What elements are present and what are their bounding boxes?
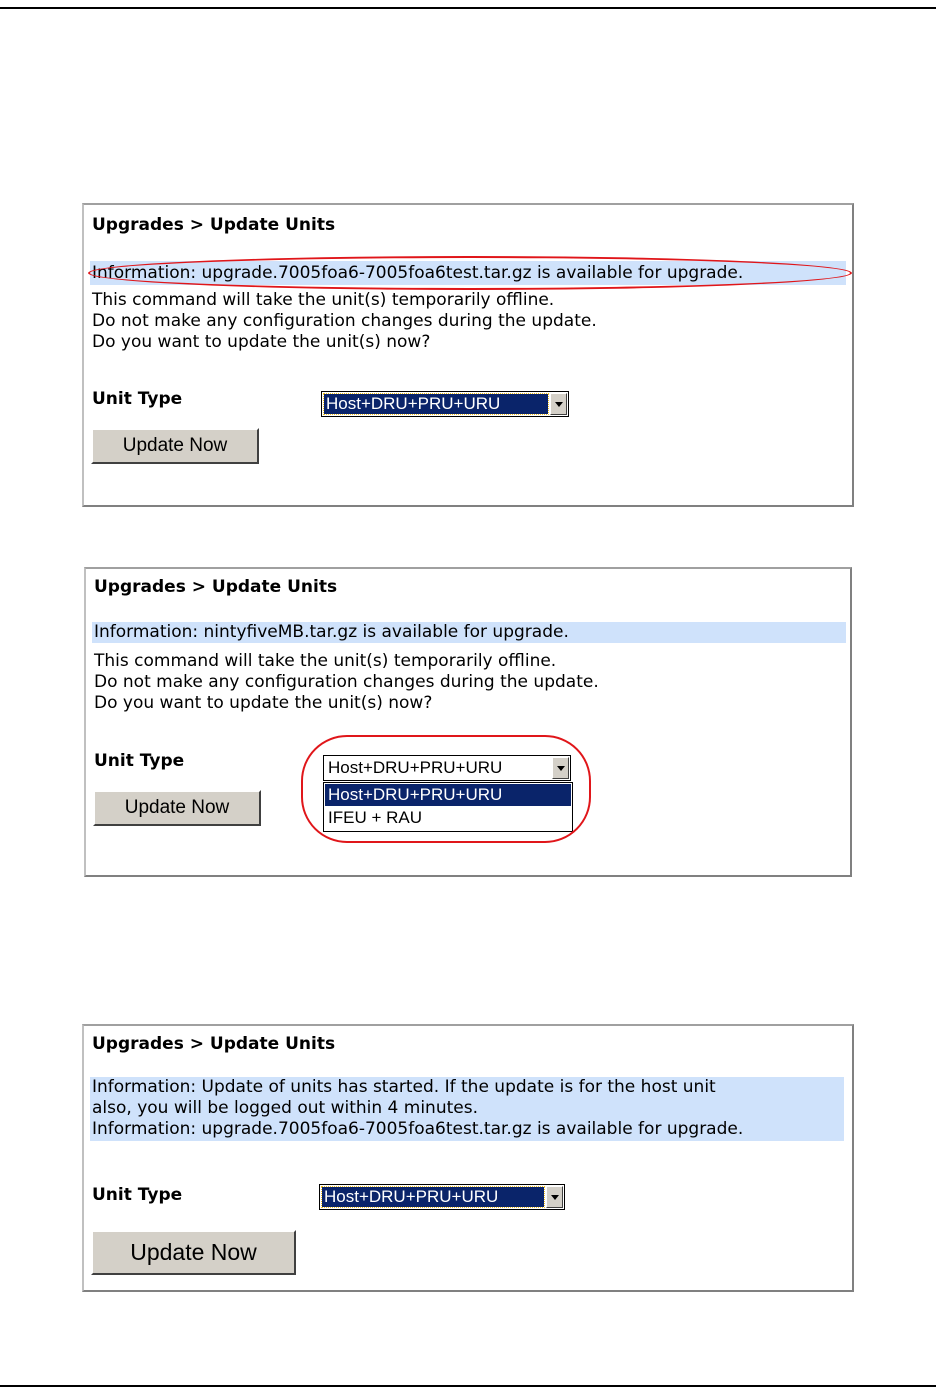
message-line: This command will take the unit(s) temporarily offline. [94, 651, 557, 671]
info-line: also, you will be logged out within 4 minutes. [92, 1098, 478, 1118]
chevron-down-icon[interactable] [546, 1186, 563, 1208]
chevron-down-icon[interactable] [550, 393, 567, 415]
update-units-panel-2 [84, 567, 852, 877]
unit-type-selected-value: Host+DRU+PRU+URU [322, 1187, 544, 1207]
top-rule [0, 7, 936, 9]
dropdown-option[interactable]: IFEU + RAU [328, 808, 422, 827]
unit-type-select[interactable] [319, 1184, 565, 1210]
unit-type-select[interactable] [321, 391, 569, 417]
info-line: Information: upgrade.7005foa6-7005foa6test.tar.gz is available for upgrade. [92, 1119, 744, 1139]
unit-type-label: Unit Type [92, 389, 183, 409]
unit-type-label: Unit Type [94, 751, 185, 771]
highlight-ring [301, 735, 591, 843]
unit-type-selected-value: Host+DRU+PRU+URU [328, 758, 503, 777]
message-line: Do you want to update the unit(s) now? [94, 693, 433, 713]
unit-type-label: Unit Type [92, 1185, 183, 1205]
dropdown-option[interactable]: Host+DRU+PRU+URU [325, 784, 571, 806]
breadcrumb: Upgrades > Update Units [94, 577, 338, 597]
message-line: Do not make any configuration changes during the update. [94, 672, 599, 692]
update-units-panel-1 [82, 203, 854, 507]
highlight-ring [88, 256, 852, 290]
info-banner [90, 1077, 844, 1141]
message-line: Do not make any configuration changes during the update. [92, 311, 597, 331]
info-line: Information: upgrade.7005foa6-7005foa6test.tar.gz is available for upgrade. [92, 263, 744, 283]
info-line: Information: Update of units has started. If the update is for the host unit [92, 1077, 716, 1097]
message-line: This command will take the unit(s) temporarily offline. [92, 290, 555, 310]
info-line: Information: nintyfiveMB.tar.gz is available for upgrade. [94, 622, 569, 642]
update-now-button[interactable]: Update Now [91, 1230, 296, 1275]
update-now-button[interactable]: Update Now [91, 428, 259, 464]
unit-type-selected-value: Host+DRU+PRU+URU [324, 394, 548, 414]
info-banner [92, 622, 846, 643]
breadcrumb: Upgrades > Update Units [92, 215, 336, 235]
message-line: Do you want to update the unit(s) now? [92, 332, 431, 352]
update-now-button[interactable]: Update Now [93, 790, 261, 826]
bottom-rule [0, 1385, 936, 1387]
update-units-panel-3 [82, 1024, 854, 1292]
breadcrumb: Upgrades > Update Units [92, 1034, 336, 1054]
